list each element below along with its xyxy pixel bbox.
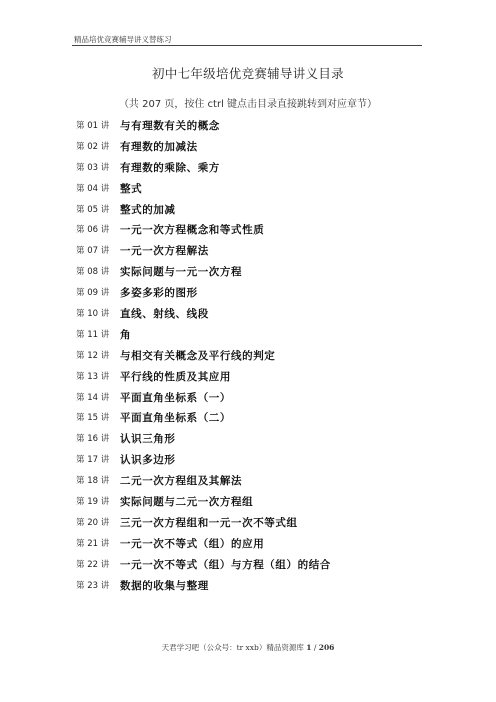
chapter-number: 第 06 讲 bbox=[76, 225, 110, 236]
toc-entry[interactable] bbox=[76, 534, 331, 555]
chapter-link[interactable]: 一元一次方程解法 bbox=[120, 245, 209, 258]
chapter-link[interactable]: 整式的加减 bbox=[120, 203, 176, 216]
chapter-number: 第 07 讲 bbox=[76, 246, 110, 257]
toc-entry[interactable] bbox=[76, 492, 331, 513]
chapter-number: 第 05 讲 bbox=[76, 204, 110, 215]
chapter-number: 第 15 讲 bbox=[76, 413, 110, 424]
footer-source-text: 天君学习吧（公众号：tr xxb）精品资源库 bbox=[161, 643, 304, 652]
toc-entry[interactable] bbox=[76, 367, 331, 388]
chapter-number: 第 22 讲 bbox=[76, 559, 110, 570]
toc-entry[interactable] bbox=[76, 325, 331, 346]
chapter-link[interactable]: 一元一次不等式（组）的应用 bbox=[120, 537, 265, 550]
chapter-number: 第 16 讲 bbox=[76, 434, 110, 445]
chapter-number: 第 08 讲 bbox=[76, 267, 110, 278]
header-divider bbox=[72, 45, 422, 46]
toc-entry[interactable] bbox=[76, 179, 331, 200]
chapter-link[interactable]: 三元一次方程组和一元一次不等式组 bbox=[120, 516, 298, 529]
chapter-link[interactable]: 与有理数有关的概念 bbox=[120, 120, 220, 132]
toc-entry[interactable] bbox=[76, 346, 331, 367]
toc-entry[interactable] bbox=[76, 555, 331, 576]
document-subtitle: （共 207 页，按住 ctrl 键点击目录直接跳转到对应章节） bbox=[118, 99, 378, 110]
chapter-link[interactable]: 多姿多彩的图形 bbox=[120, 287, 198, 300]
toc-entry[interactable] bbox=[76, 262, 331, 283]
chapter-link[interactable]: 平面直角坐标系（一） bbox=[120, 391, 231, 404]
chapter-number: 第 04 讲 bbox=[76, 183, 110, 194]
toc-entry[interactable] bbox=[76, 304, 331, 325]
chapter-number: 第 23 讲 bbox=[76, 580, 110, 591]
chapter-link[interactable]: 实际问题与二元一次方程组 bbox=[120, 496, 254, 509]
toc-entry[interactable] bbox=[76, 513, 331, 534]
chapter-number: 第 01 讲 bbox=[76, 121, 110, 131]
chapter-link[interactable]: 平行线的性质及其应用 bbox=[120, 370, 231, 383]
chapter-link[interactable]: 数据的收集与整理 bbox=[120, 579, 209, 592]
toc-entry[interactable] bbox=[76, 241, 331, 262]
chapter-link[interactable]: 一元一次方程概念和等式性质 bbox=[120, 224, 265, 237]
chapter-number: 第 09 讲 bbox=[76, 288, 110, 299]
chapter-link[interactable]: 一元一次不等式（组）与方程（组）的结合 bbox=[120, 558, 331, 571]
chapter-link[interactable]: 平面直角坐标系（二） bbox=[120, 412, 231, 425]
chapter-link[interactable]: 有理数的乘除、乘方 bbox=[120, 161, 220, 174]
chapter-link[interactable]: 二元一次方程组及其解法 bbox=[120, 475, 243, 488]
page-number-separator: / bbox=[313, 643, 317, 652]
chapter-number: 第 13 讲 bbox=[76, 371, 110, 382]
toc-entry[interactable] bbox=[76, 137, 331, 158]
toc-entry[interactable] bbox=[76, 450, 331, 471]
page-number-current: 1 bbox=[306, 643, 312, 652]
chapter-link[interactable]: 有理数的加减法 bbox=[120, 140, 198, 153]
chapter-number: 第 12 讲 bbox=[76, 350, 110, 361]
chapter-link[interactable]: 认识三角形 bbox=[120, 433, 176, 446]
chapter-number: 第 03 讲 bbox=[76, 162, 110, 173]
toc-entry[interactable] bbox=[76, 220, 331, 241]
toc-entry[interactable] bbox=[76, 283, 331, 304]
chapter-number: 第 11 讲 bbox=[76, 329, 110, 340]
toc-entry[interactable] bbox=[76, 429, 331, 450]
chapter-number: 第 17 讲 bbox=[76, 455, 110, 466]
chapter-link[interactable]: 整式 bbox=[120, 182, 143, 195]
toc-entry[interactable] bbox=[76, 158, 331, 179]
chapter-number: 第 02 讲 bbox=[76, 141, 110, 152]
chapter-link[interactable]: 直线、射线、线段 bbox=[120, 308, 209, 321]
document-title: 初中七年级培优竞赛辅导讲义目录 bbox=[151, 66, 344, 81]
chapter-link[interactable]: 认识多边形 bbox=[120, 454, 176, 467]
page-number-total: 206 bbox=[318, 643, 335, 652]
toc-entry[interactable] bbox=[76, 471, 331, 492]
toc-entry[interactable] bbox=[76, 388, 331, 409]
chapter-number: 第 18 讲 bbox=[76, 476, 110, 487]
chapter-number: 第 14 讲 bbox=[76, 392, 110, 403]
chapter-number: 第 21 讲 bbox=[76, 538, 110, 549]
chapter-number: 第 20 讲 bbox=[76, 517, 110, 528]
toc-entry[interactable] bbox=[76, 576, 331, 597]
toc-entry[interactable] bbox=[76, 408, 331, 429]
page-footer bbox=[0, 642, 496, 653]
toc-entry[interactable] bbox=[76, 200, 331, 221]
chapter-link[interactable]: 与相交有关概念及平行线的判定 bbox=[120, 349, 276, 362]
chapter-number: 第 19 讲 bbox=[76, 497, 110, 508]
running-header: 精品培优竞赛辅导讲义替练习 bbox=[74, 35, 172, 44]
chapter-number: 第 10 讲 bbox=[76, 309, 110, 320]
chapter-link[interactable]: 角 bbox=[120, 328, 132, 341]
table-of-contents bbox=[76, 116, 331, 596]
chapter-link[interactable]: 实际问题与一元一次方程 bbox=[120, 266, 243, 279]
toc-entry[interactable] bbox=[76, 116, 331, 137]
